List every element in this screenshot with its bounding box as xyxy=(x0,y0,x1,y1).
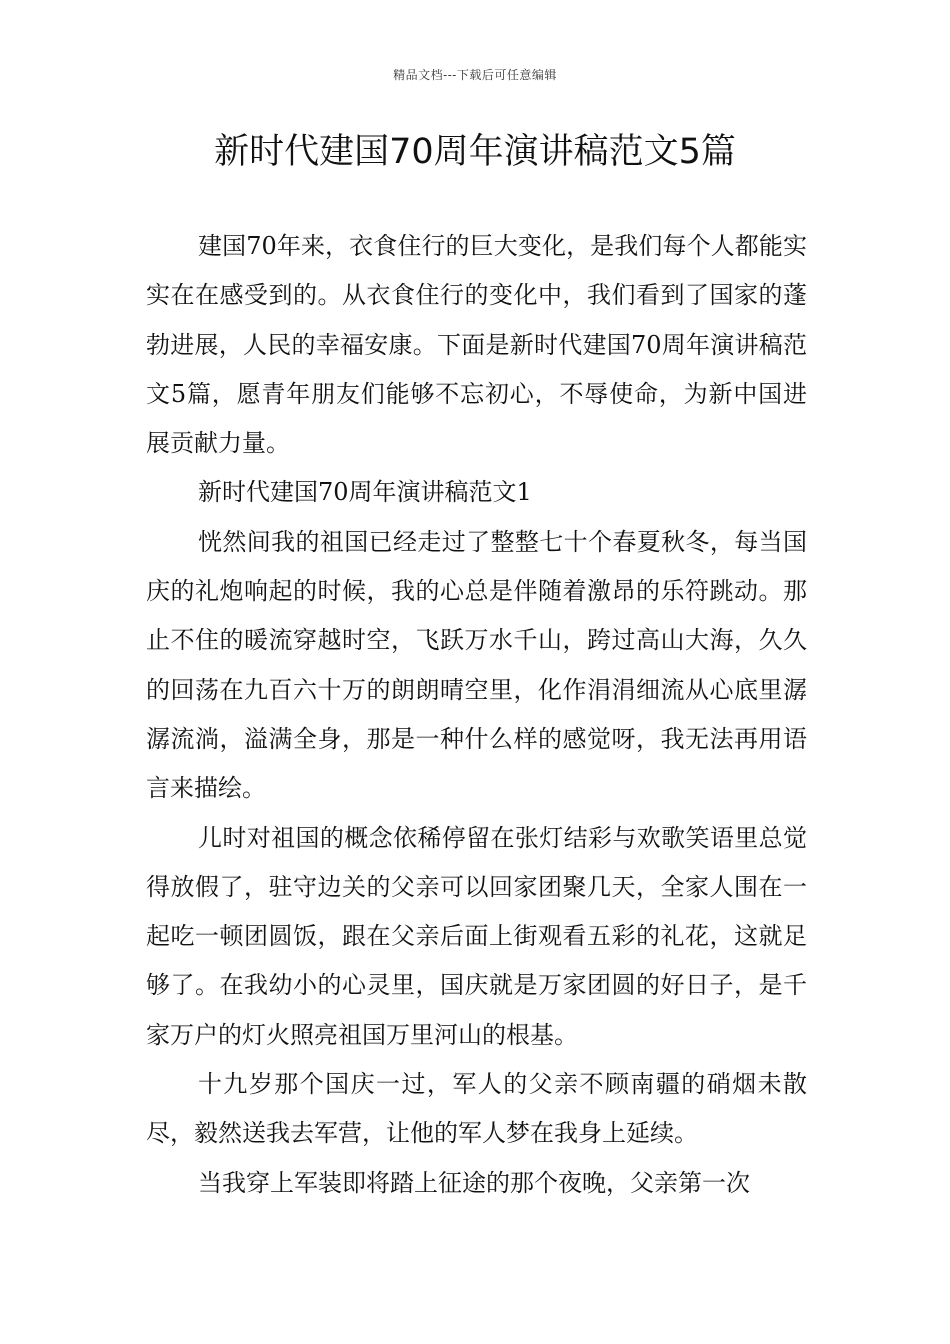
body-paragraph: 当我穿上军装即将踏上征途的那个夜晚，父亲第一次 xyxy=(198,1168,750,1197)
intro-paragraph: 建国70年来，衣食住行的巨大变化，是我们每个人都能实实在在感受到的。从衣食住行的变化中，我们看到了国家的蓬勃进展，人民的幸福安康。下面是新时代建国70周年演讲稿范文5篇，愿青年朋友们能够不忘初心，不辱使命，为新中国进展贡献力量。 xyxy=(146,232,807,458)
page-header: 精品文档---下载后可任意编辑 xyxy=(393,68,557,82)
body-paragraph: 儿时对祖国的概念依稀停留在张灯结彩与欢歌笑语里总觉得放假了，驻守边关的父亲可以回家团聚几天，全家人围在一起吃一顿团圆饭，跟在父亲后面上街观看五彩的礼花，这就足够了。在我幼小的心灵里，国庆就是万家团圆的好日子，是千家万户的灯火照亮祖国万里河山的根基。 xyxy=(146,823,807,1049)
section-heading: 新时代建国70周年演讲稿范文1 xyxy=(198,478,532,507)
document-title: 新时代建国70周年演讲稿范文5篇 xyxy=(214,132,736,172)
document-body xyxy=(146,222,807,1208)
body-paragraph: 恍然间我的祖国已经走过了整整七十个春夏秋冬，每当国庆的礼炮响起的时候，我的心总是伴随着激昂的乐符跳动。那止不住的暖流穿越时空，飞跃万水千山，跨过高山大海，久久的回荡在九百六十万的朗朗晴空里，化作涓涓细流从心底里潺潺流淌，溢满全身，那是一种什么样的感觉呀，我无法再用语言来描绘。 xyxy=(146,527,807,803)
body-paragraph: 十九岁那个国庆一过，军人的父亲不顾南疆的硝烟未散尽，毅然送我去军营，让他的军人梦在我身上延续。 xyxy=(146,1070,807,1148)
